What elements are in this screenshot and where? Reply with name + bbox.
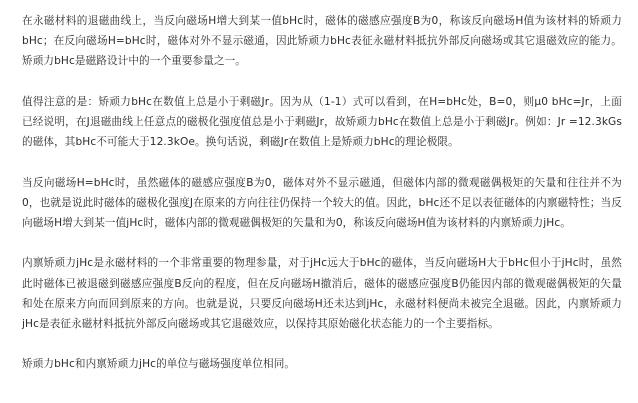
paragraph-coercivity-definition: 在永磁材料的退磁曲线上，当反向磁场H增大到某一值bHc时，磁体的磁感应强度B为0，称该反向磁场H值为该材料的矫顽力bHc；在反向磁场H=bHc时，磁体对外不显示磁通，因此矫顽力bHc表征永磁材料抵抗外部反向磁场或其它退磁效应的能力。矫顽力bHc是磁路设计中的一个重要参量之一。 [22, 15, 622, 68]
paragraph-intrinsic-coercivity-definition: 当反向磁场H=bHc时，虽然磁体的磁感应强度B为0，磁体对外不显示磁通，但磁体内部的微观磁偶极矩的矢量和往往并不为0，也就是说此时磁体的磁极化强度J在原来的方向往往仍保持一个较大的值。因此，bHc还不足以表征磁体的内禀磁特性；当反向磁场H增大到某一值jHc时，磁体内部的微观磁偶极矩的矢量和为0，称该反向磁场H值为该材料的内禀矫顽力jHc。 [22, 176, 622, 229]
paragraph-coercivity-limit: 值得注意的是：矫顽力bHc在数值上总是小于剩磁Jr。因为从（1-1）式可以看到，在H=bHc处，B=0，则μ0 bHc=Jr，上面已经说明，在J退磁曲线上任意点的磁极化强度值总是小于剩磁Jr，故矫顽力bHc在数值上总是小于剩磁Jr。例如：Jr =12.3kGs的磁体，其bHc不可能大于12.3kOe。换句话说，剩磁Jr在数值上是矫顽力bHc的理论极限。 [22, 95, 622, 149]
document-body [22, 11, 622, 375]
paragraph-units: 矫顽力bHc和内禀矫顽力jHc的单位与磁场强度单位相同。 [22, 358, 296, 371]
paragraph-intrinsic-coercivity-importance: 内禀矫顽力jHc是永磁材料的一个非常重要的物理参量，对于jHc远大于bHc的磁体，当反向磁场H大于bHc但小于jHc时，虽然此时磁体已被退磁到磁感应强度B反向的程度，但在反向磁场H撤消后，磁体的磁感应强度B仍能因内部的微观磁偶极矩的矢量和处在原来方向而回到原来的方向。也就是说，只要反向磁场H还未达到jHc，永磁材料便尚未被完全退磁。因此，内禀矫顽力jHc是表征永磁材料抵抗外部反向磁场或其它退磁效应，以保持其原始磁化状态能力的一个主要指标。 [22, 257, 622, 330]
